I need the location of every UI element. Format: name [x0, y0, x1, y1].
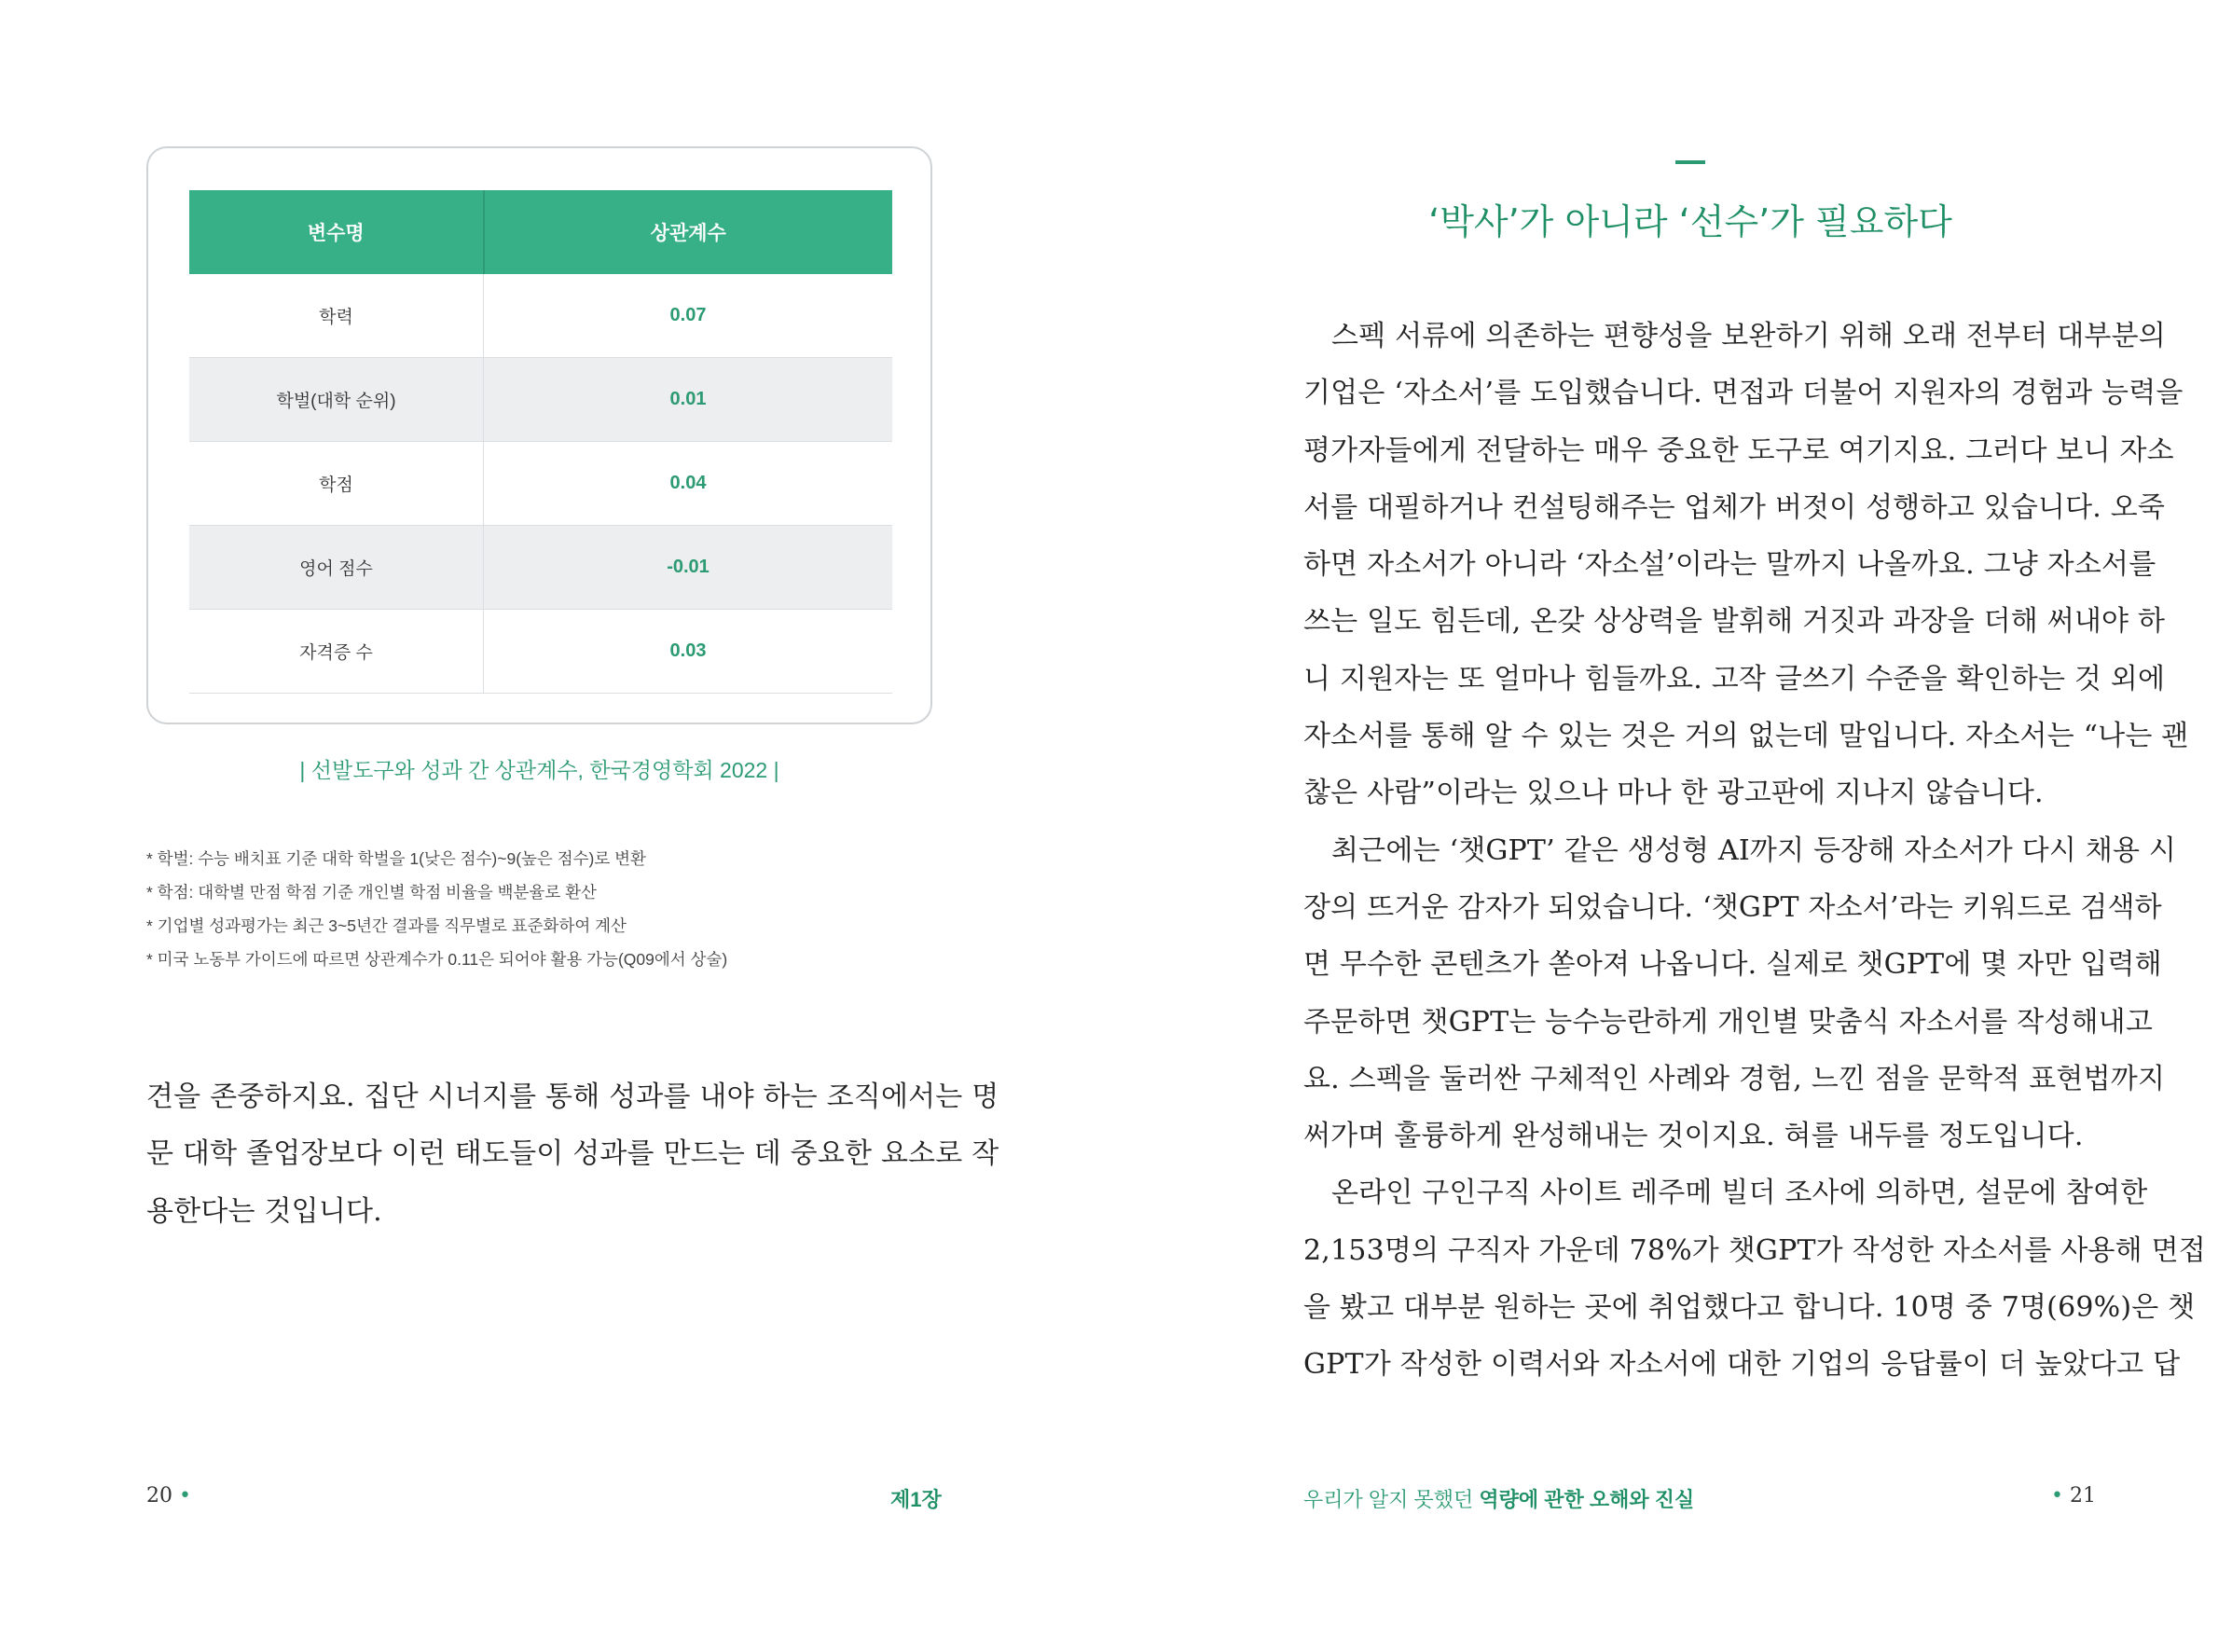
body-line: 쓰는 일도 힘든데, 온갖 상상력을 발휘해 거짓과 과장을 더해 써내야 하	[1303, 605, 2166, 639]
body-line: 기업은 ‘자소서’를 도입했습니다. 면접과 더불어 지원자의 경험과 능력을	[1303, 377, 2184, 410]
body-line: 평가자들에게 전달하는 매우 중요한 도구로 여기지요. 그러다 보니 자소	[1303, 434, 2174, 467]
correlation-table-card	[146, 146, 932, 724]
correlation-table	[189, 190, 892, 694]
body-line: 니 지원자는 또 얼마나 힘들까요. 고작 글쓰기 수준을 확인하는 것 외에	[1303, 662, 2166, 695]
section-heading: ‘박사’가 아니라 ‘선수’가 필요하다	[1428, 201, 1952, 242]
body-line: 찮은 사람”이라는 있으나 마나 한 광고판에 지나지 않습니다.	[1303, 777, 2044, 810]
body-line: 2,153명의 구직자 가운데 78%가 챗GPT가 작성한 자소서를 사용해 면접	[1303, 1233, 2206, 1267]
table-row	[189, 526, 892, 610]
heading-dash	[1675, 160, 1705, 164]
note-line: * 미국 노동부 가이드에 따르면 상관계수가 0.11은 되어야 활용 가능(Q09에서 상술)	[146, 950, 728, 969]
body-line: 장의 뜨거운 감자가 되었습니다. ‘챗GPT 자소서’라는 키워드로 검색하	[1303, 890, 2162, 924]
note-line: * 학점: 대학별 만점 학점 기준 개인별 학점 비율을 백분율로 환산	[146, 883, 597, 902]
table-row	[189, 358, 892, 442]
bullet-dot-icon: •	[179, 1484, 191, 1507]
page-number-text: 21	[2069, 1484, 2096, 1507]
right-page-number	[2051, 1484, 2096, 1507]
body-line: 면 무수한 콘텐츠가 쏟아져 나옵니다. 실제로 챗GPT에 몇 자만 입력해	[1303, 948, 2162, 982]
table-caption: | 선발도구와 성과 간 상관계수, 한국경영학회 2022 |	[299, 758, 779, 782]
body-line: 문 대학 졸업장보다 이런 태도들이 성과를 만드는 데 중요한 요소로 작	[146, 1137, 999, 1171]
row-variable: 자격증 수	[189, 610, 484, 694]
row-value: 0.04	[484, 442, 893, 526]
header-variable: 변수명	[189, 190, 484, 274]
table-header-row	[189, 190, 892, 274]
row-value: -0.01	[484, 526, 893, 610]
chapter-label: 제1장	[890, 1488, 942, 1511]
running-title-plain: 우리가 알지 못했던	[1303, 1488, 1480, 1511]
bullet-dot-icon: •	[2051, 1484, 2063, 1507]
body-line: 을 봤고 대부분 원하는 곳에 취업했다고 합니다. 10명 중 7명(69%)은 챗	[1303, 1291, 2196, 1325]
running-title-bold: 역량에 관한 오해와 진실	[1479, 1488, 1695, 1511]
table-row	[189, 442, 892, 526]
table-notes	[146, 842, 932, 976]
right-body-text	[1303, 308, 2206, 1394]
body-line: 서를 대필하거나 컨설팅해주는 업체가 버젓이 성행하고 있습니다. 오죽	[1303, 490, 2166, 524]
page-number-text: 20	[146, 1484, 172, 1507]
header-coefficient: 상관계수	[484, 190, 893, 274]
row-variable: 학력	[189, 274, 484, 358]
row-value: 0.01	[484, 358, 893, 442]
row-value: 0.07	[484, 274, 893, 358]
table-row	[189, 610, 892, 694]
body-line: 최근에는 ‘챗GPT’ 같은 생성형 AI까지 등장해 자소서가 다시 채용 시	[1331, 833, 2177, 867]
row-variable: 학점	[189, 442, 484, 526]
body-line: 견을 존중하지요. 집단 시너지를 통해 성과를 내야 하는 조직에서는 명	[146, 1081, 999, 1113]
row-value: 0.03	[484, 610, 893, 694]
note-line: * 기업별 성과평가는 최근 3~5년간 결과를 직무별로 표준화하여 계산	[146, 916, 627, 935]
body-line: 용한다는 것입니다.	[146, 1194, 382, 1228]
left-page-number	[146, 1484, 191, 1507]
body-line: 자소서를 통해 알 수 있는 것은 거의 없는데 말입니다. 자소서는 “나는 괜	[1303, 720, 2189, 753]
running-title	[1303, 1484, 1694, 1513]
body-line: 하면 자소서가 아니라 ‘자소설’이라는 말까지 나올까요. 그냥 자소서를	[1303, 548, 2156, 582]
body-line: 온라인 구인구직 사이트 레주메 빌더 조사에 의하면, 설문에 참여한	[1331, 1177, 2148, 1210]
row-variable: 영어 점수	[189, 526, 484, 610]
row-variable: 학벌(대학 순위)	[189, 358, 484, 442]
body-line: 써가며 훌륭하게 완성해내는 것이지요. 혀를 내두를 정도입니다.	[1303, 1120, 2084, 1153]
body-line: 요. 스펙을 둘러싼 구체적인 사례와 경험, 느낀 점을 문학적 표현법까지	[1303, 1062, 2166, 1095]
body-line: 스펙 서류에 의존하는 편향성을 보완하기 위해 오래 전부터 대부분의	[1331, 320, 2166, 352]
table-row	[189, 274, 892, 358]
body-line: 주문하면 챗GPT는 능수능란하게 개인별 맞춤식 자소서를 작성해내고	[1303, 1005, 2154, 1039]
body-line: GPT가 작성한 이력서와 자소서에 대한 기업의 응답률이 더 높았다고 답	[1303, 1348, 2181, 1382]
left-body-text	[146, 1068, 999, 1240]
note-line: * 학벌: 수능 배치표 기준 대학 학벌을 1(낮은 점수)~9(높은 점수)로 변환	[146, 849, 646, 868]
